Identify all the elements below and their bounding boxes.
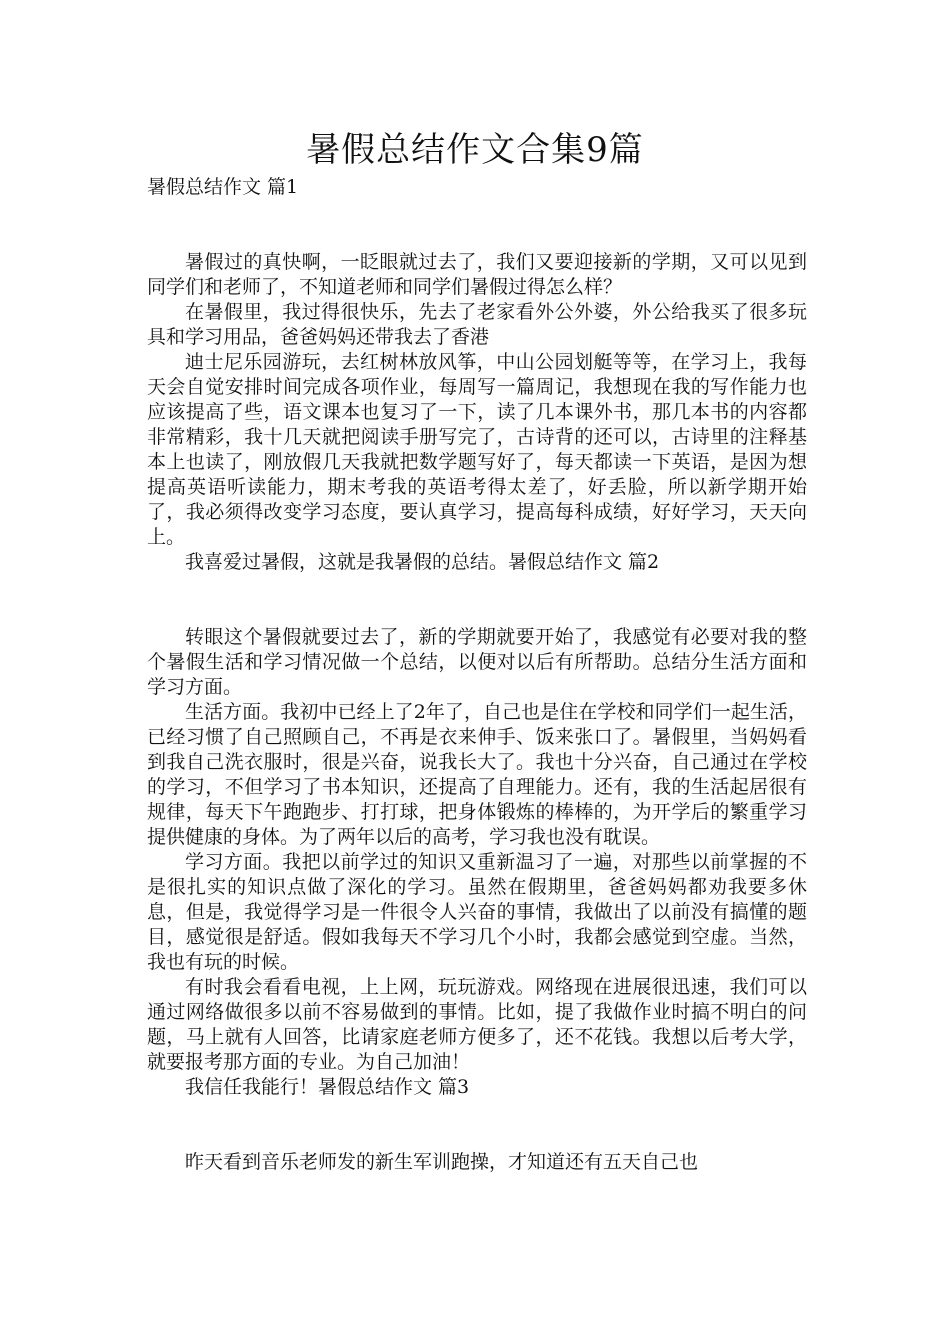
article-1-paragraph-3: 迪士尼乐园游玩，去红树林放风筝，中山公园划艇等等，在学习上，我每天会自觉安排时间完成各项作业，每周写一篇周记，我想现在我的写作能力也应该提高了些，语文课本也复习了一下，读了几本课外书，那几本书的内容都非常精彩，我十几天就把阅读手册写完了，古诗背的还可以，古诗里的注释基本上也读了，刚放假几天我就把数学题写好了，每天都读一下英语，是因为想提高英语听读能力，期末考我的英语考得太差了，好丢脸，所以新学期开始了，我必须得改变学习态度，要认真学习，提高每科成绩，好好学习，天天向上。	[147, 351, 807, 548]
article-1-closing: 我喜爱过暑假，这就是我暑假的总结。暑假总结作文 篇2	[185, 551, 660, 573]
article-2-paragraph-1: 转眼这个暑假就要过去了，新的学期就要开始了，我感觉有必要对我的整个暑假生活和学习情况做一个总结，以便对以后有所帮助。总结分生活方面和学习方面。	[147, 626, 807, 698]
article-1-paragraph-2: 在暑假里，我过得很快乐，先去了老家看外公外婆，外公给我买了很多玩具和学习用品，爸爸妈妈还带我去了香港	[147, 301, 807, 348]
article-2-paragraph-3: 学习方面。我把以前学过的知识又重新温习了一遍，对那些以前掌握的不是很扎实的知识点做了深化的学习。虽然在假期里，爸爸妈妈都劝我要多休息，但是，我觉得学习是一件很令人兴奋的事情，我做出了以前没有搞懂的题目，感觉很是舒适。假如我每天不学习几个小时，我都会感觉到空虚。当然，我也有玩的时候。	[147, 851, 807, 973]
article-3-paragraph-1: 昨天看到音乐老师发的新生军训跑操，才知道还有五天自己也	[185, 1151, 699, 1173]
article-2-paragraph-4: 有时我会看看电视，上上网，玩玩游戏。网络现在进展很迅速，我们可以通过网络做很多以前不容易做到的事情。比如，提了我做作业时搞不明白的问题，马上就有人回答，比请家庭老师方便多了，还不花钱。我想以后考大学，就要报考那方面的专业。为自己加油！	[147, 976, 807, 1073]
article-1-paragraph-1: 暑假过的真快啊，一眨眼就过去了，我们又要迎接新的学期，又可以见到同学们和老师了，不知道老师和同学们暑假过得怎么样？	[147, 251, 807, 298]
spacer	[147, 1100, 807, 1150]
spacer	[147, 200, 807, 250]
article-1-heading: 暑假总结作文 篇1	[147, 176, 299, 198]
article-2-paragraph-2: 生活方面。我初中已经上了2年了，自己也是住在学校和同学们一起生活，已经习惯了自己照顾自己，不再是衣来伸手、饭来张口了。暑假里，当妈妈看到我自己洗衣服时，很是兴奋，说我长大了。我也十分兴奋，自己通过在学校的学习，不但学习了书本知识，还提高了自理能力。还有，我的生活起居很有规律，每天下午跑跑步、打打球，把身体锻炼的棒棒的，为开学后的繁重学习提供健康的身体。为了两年以后的高考，学习我也没有耽误。	[147, 701, 807, 848]
document-title: 暑假总结作文合集9篇	[306, 130, 644, 170]
article-2-closing: 我信任我能行！暑假总结作文 篇3	[185, 1076, 470, 1098]
spacer	[147, 575, 807, 625]
document-body	[147, 175, 807, 1175]
